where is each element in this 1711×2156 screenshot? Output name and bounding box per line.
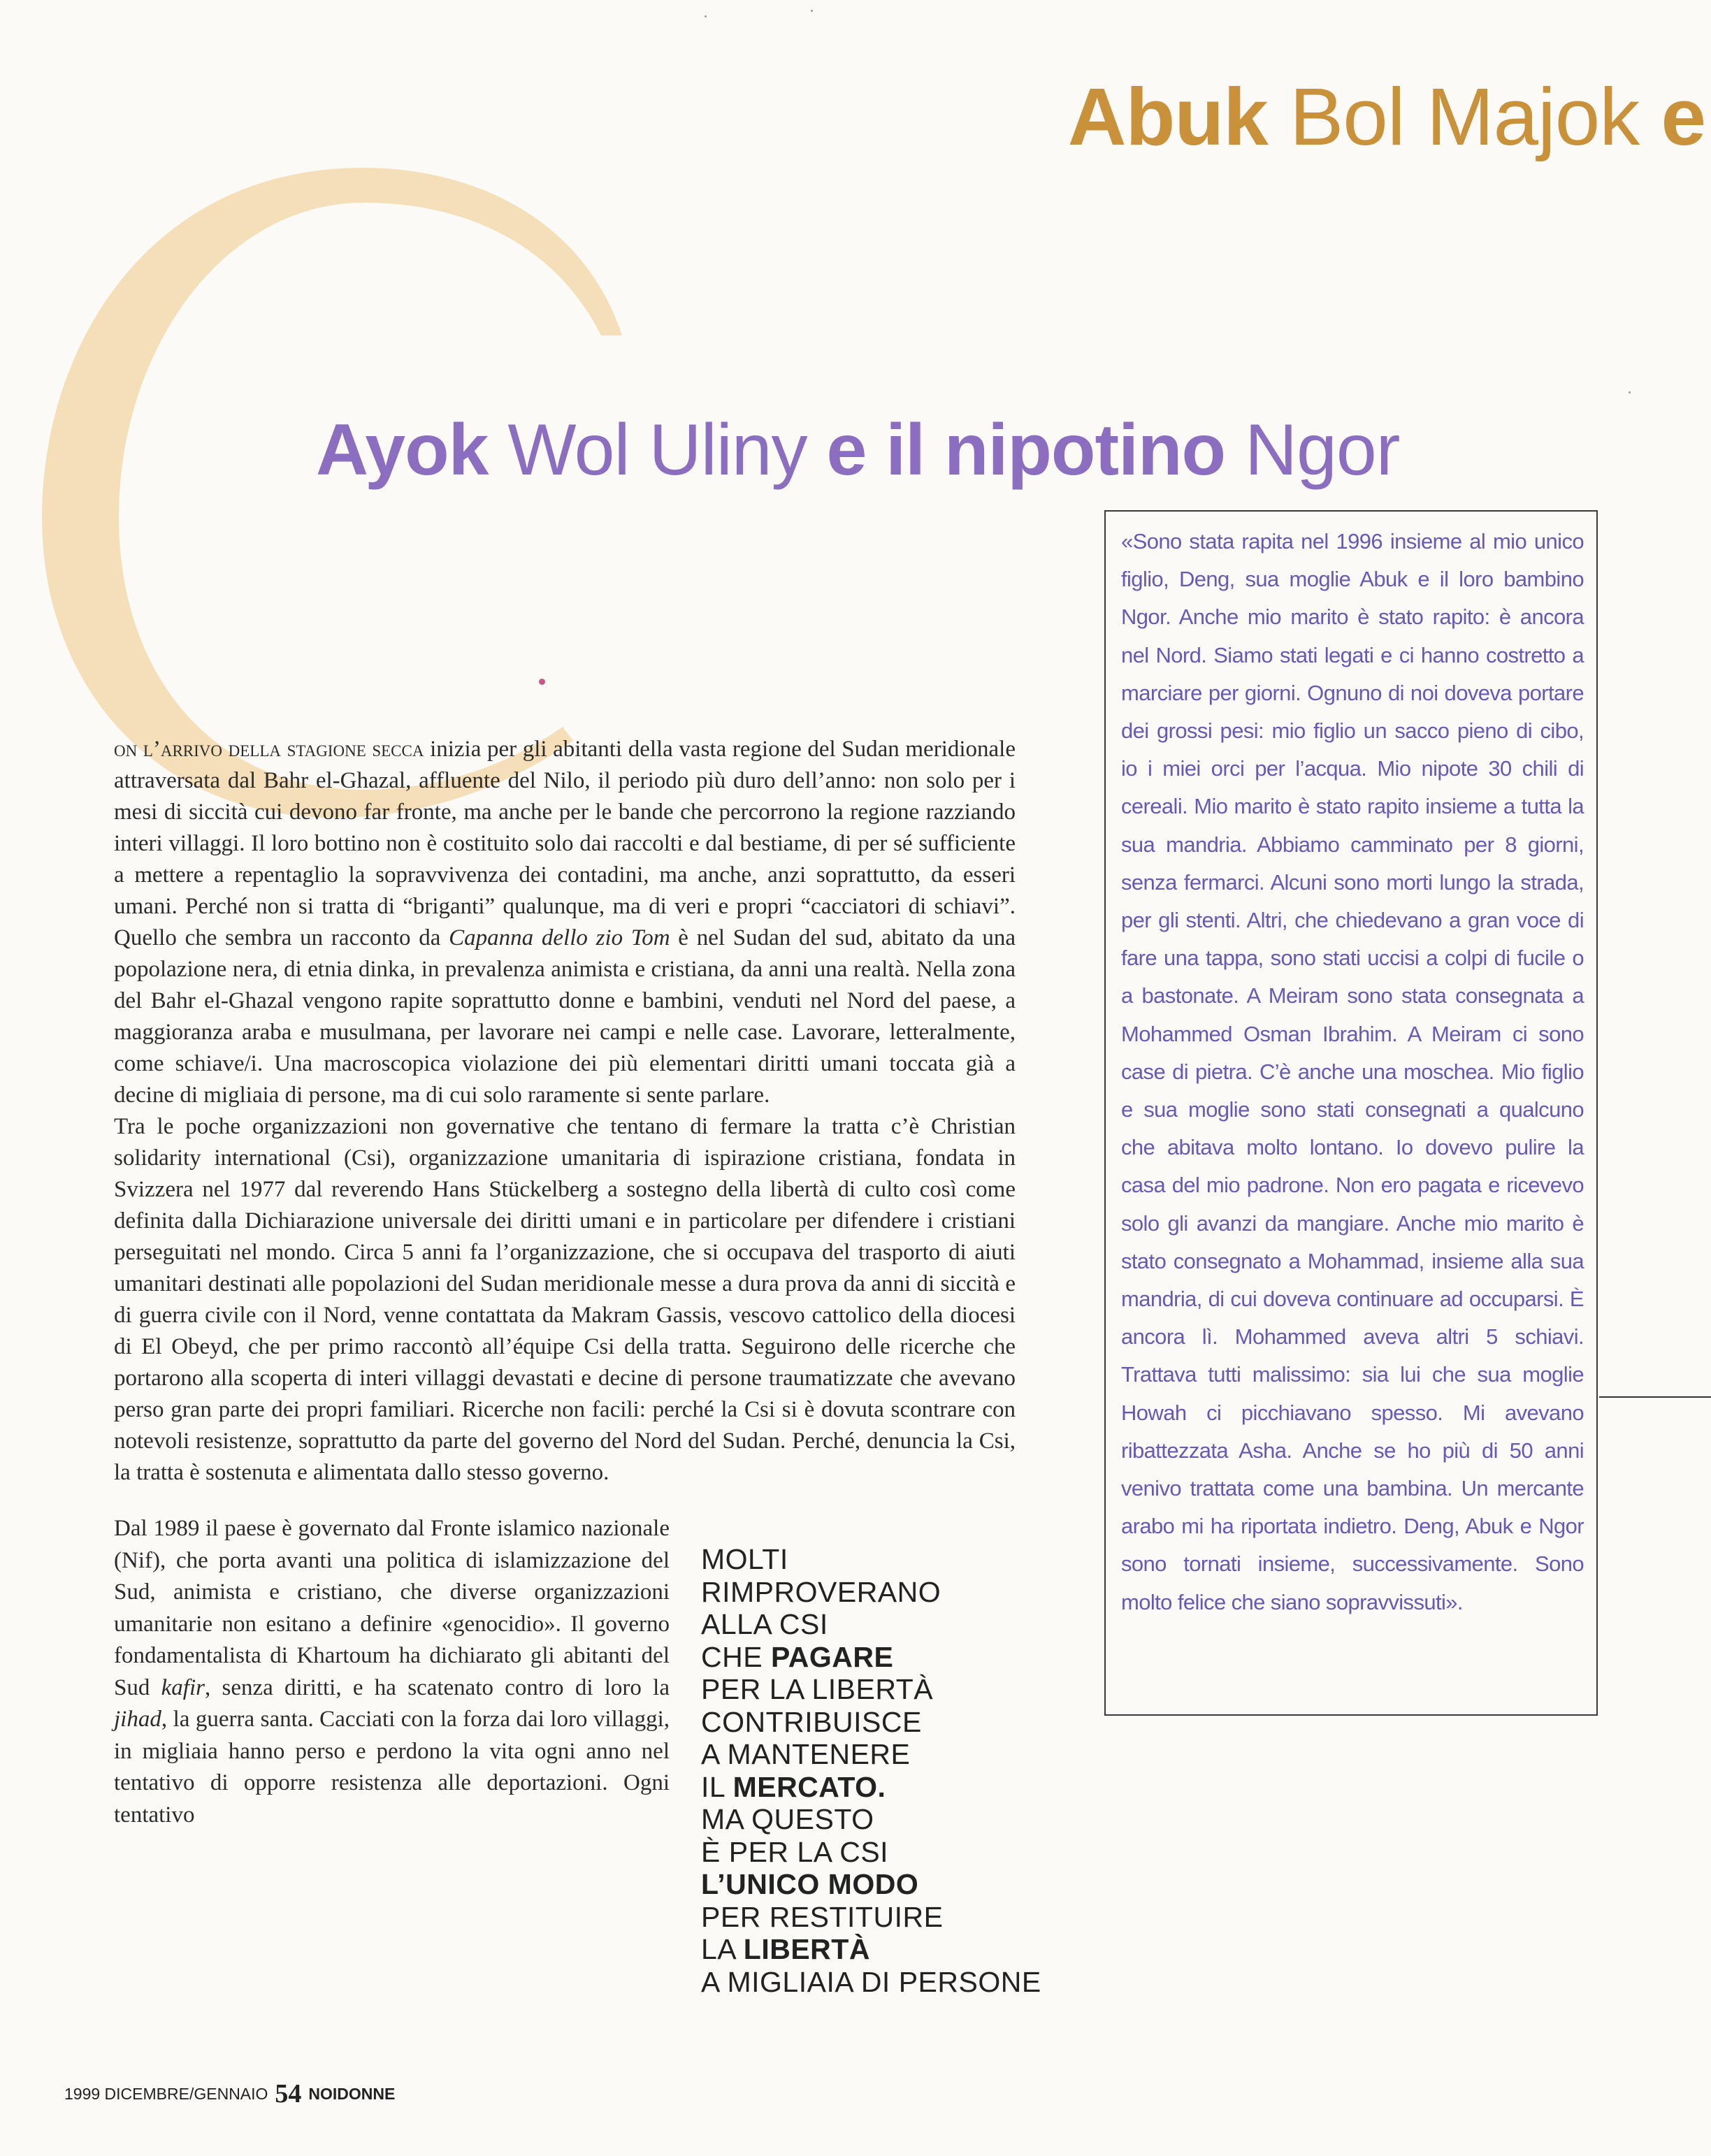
scan-speck (1629, 391, 1631, 393)
article-body-narrow (114, 1513, 670, 1831)
pull-quote: MOLTI RIMPROVERANO ALLA CSI CHE PAGARE PER LA LIBERTÀ CONTRIBUISCE A MANTENERE IL MERCATO. MA QUESTO È PER LA CSI L’UNICO MODO PER RESTITUIRE LA LIBERTÀ A MIGLIAIA DI PERSONE (701, 1543, 1041, 1998)
title-top: Abuk Bol Majok e (1067, 71, 1705, 162)
testimony-box (1104, 510, 1598, 1716)
paragraph-3: Dal 1989 il paese è governato dal Fronte islamico nazionale (Nif), che porta avanti una politica di islamizzazione del Sud, animista e cristiano, che diverse organizzazioni umanitarie non esitano a definire «genocidio». Il governo fondamentalista di Khartoum ha dichiarato gli abitanti del Sud kafir, senza diritti, e ha scatenato contro di loro la jihad, la guerra santa. Cacciati con la forza dai loro villaggi, in migliaia hanno perso e perdono la vita ogni anno nel tentativo di opporre resistenza alle deportazioni. Ogni tentativo (114, 1516, 670, 1828)
ornament-dot (539, 679, 545, 685)
side-rule (1599, 1396, 1711, 1398)
lead-in: on l’arrivo della stagione secca (114, 737, 424, 762)
page-footer (64, 2078, 395, 2109)
testimony-text: «Sono stata rapita nel 1996 insieme al mio unico figlio, Deng, sua moglie Abuk e il loro bambino Ngor. Anche mio marito è stato rapito: è ancora nel Nord. Siamo stati legati e ci hanno costretto a marciare per giorni. Ognuno di noi doveva portare dei grossi pesi: mio figlio un sacco pieno di cibo, io i miei orci per l’acqua. Mio nipote 30 chili di cereali. Mio marito è stato rapito insieme a tutta la sua mandria. Abbiamo camminato per 8 giorni, senza fermarci. Alcuni sono morti lungo la strada, per gli stenti. Altri, che chiedevano a gran voce di fare una tappa, sono stati uccisi a colpi di fucile o a bastonate. A Meiram sono stata consegnata a Mohammed Osman Ibrahim. A Meiram ci sono case di pietra. C’è anche una moschea. Mio figlio e sua moglie sono stati consegnati a qualcuno che abitava molto lontano. Io dovevo pulire la casa del mio padrone. Non ero pagata e ricevevo solo gli avanzi da mangiare. Anche mio marito è stato consegnato a Mohammad, insieme alla sua mandria, di cui doveva continuare ad occuparsi. È ancora lì. Mohammed aveva altri 5 schiavi. Trattava tutti malissimo: sia lui che sua moglie Howah ci picchiavano spesso. Mi avevano ribattezzata Asha. Anche se ho più di 50 anni venivo trattata come una bambina. Un mercante arabo mi ha riportata indietro. Deng, Abuk e Ngor sono tornati insieme, successivamente. Sono molto felice che siano sopravvissuti». (1121, 529, 1584, 1614)
article-body (114, 734, 1016, 1489)
paragraph-2: Tra le poche organizzazioni non governative che tentano di fermare la tratta c’è Christian solidarity international (Csi), organizzazione umanitaria di ispirazione cristiana, fondata in Svizzera nel 1977 dal reverendo Hans Stückelberg a sostegno della libertà di culto così come definita dalla Dichiarazione universale dei diritti umani e in particolare per difendere i cristiani perseguitati nel mondo. Circa 5 anni fa l’organizzazione, che si occupava del trasporto di aiuti umanitari destinati alle popolazioni del Sudan meridionale messe a dura prova da anni di siccità e di guerra civile con il Nord, venne contattata da Makram Gassis, vescovo cattolico della diocesi di El Obeyd, che per primo raccontò all’équipe Csi della tratta. Seguirono delle ricerche che portarono alla scoperta di interi villaggi devastati e decine di persone traumatizzate che avevano perso gran parte dei propri familiari. Ricerche non facili: perché la Csi si è dovuta scontrare con notevoli resistenze, soprattutto da parte del governo del Nord del Sudan. Perché, denuncia la Csi, la tratta è sostenuta e alimentata dallo stesso governo. (114, 1114, 1016, 1485)
scan-speck (705, 15, 707, 17)
magazine-name: NOIDONNE (308, 2085, 396, 2103)
page-number: 54 (275, 2079, 302, 2108)
footer-date: 1999 DICEMBRE/GENNAIO (64, 2085, 268, 2103)
paragraph-1: on l’arrivo della stagione secca inizia per gli abitanti della vasta regione del Sudan meridionale attraversata dal Bahr el-Ghazal, affluente del Nilo, il periodo più duro dell’anno: non solo per i mesi di siccità cui devono far fronte, ma anche per le bande che percorrono la regione razziando interi villaggi. Il loro bottino non è costituito solo dai raccolti e dal bestiame, di per sé sufficiente a mettere a repentaglio la sopravvivenza dei contadini, ma anche, anzi soprattutto, da esseri umani. Perché non si tratta di “briganti” qualunque, ma di veri e propri “cacciatori di schiavi”. Quello che sembra un racconto da Capanna dello zio Tom è nel Sudan del sud, abitato da una popolazione nera, di etnia dinka, in prevalenza animista e cristiana, da anni una realtà. Nella zona del Bahr el-Ghazal vengono rapite soprattutto donne e bambini, venduti nel Nord del paese, a maggioranza araba e musulmana, per lavorare nei campi e nelle case. Lavorare, letteralmente, come schiave/i. Una macroscopica violazione dei più elementari diritti umani toccata già a decine di migliaia di persone, ma di cui solo raramente si sente parlare. (114, 737, 1016, 1108)
title-main: Ayok Wol Uliny e il nipotino Ngor (316, 410, 1400, 491)
scan-speck (811, 10, 813, 12)
